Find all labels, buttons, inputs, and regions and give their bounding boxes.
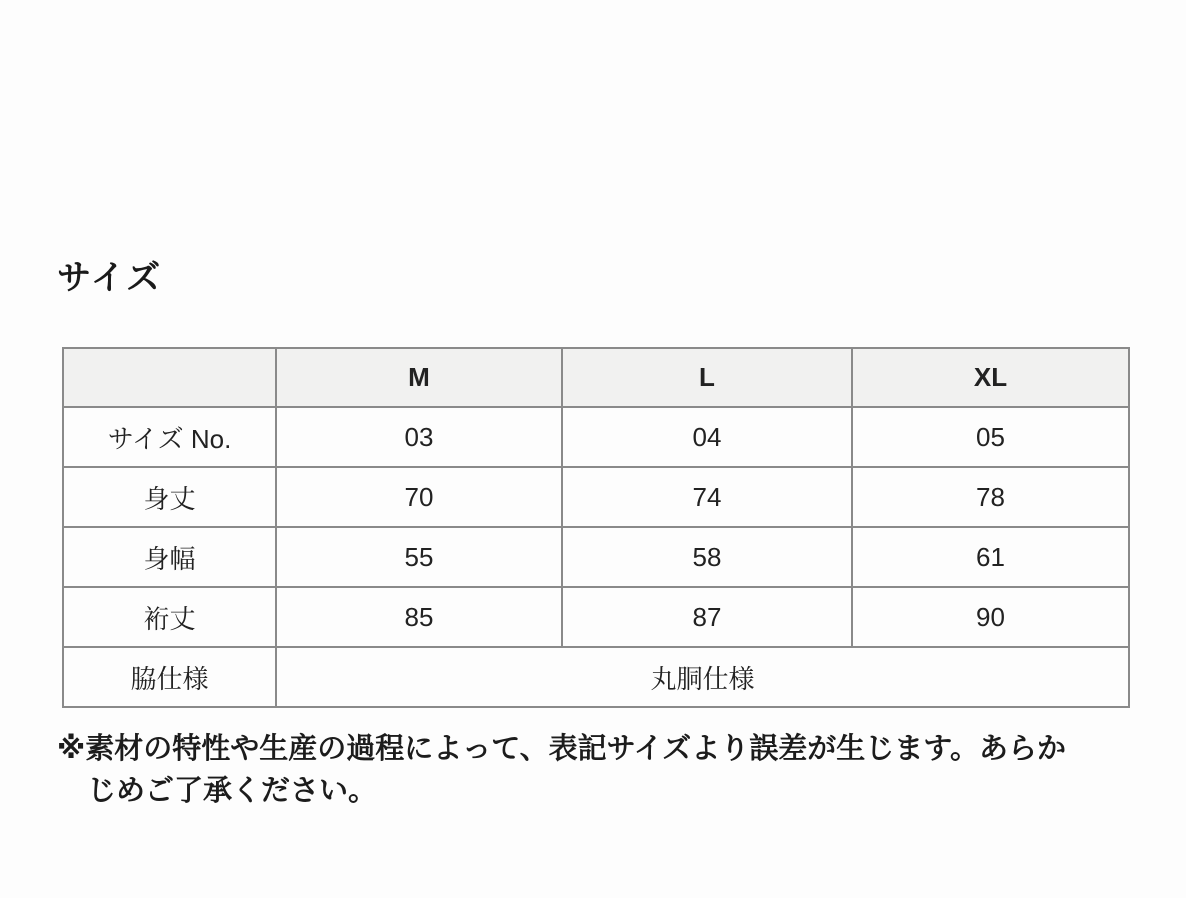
note-text-line1: 素材の特性や生産の過程によって、表記サイズより誤差が生じます。あらか xyxy=(85,733,1066,765)
cell-side-spec-merged: 丸胴仕様 xyxy=(276,647,1129,707)
cell-sleeve-length-xl: 90 xyxy=(852,587,1129,647)
row-label: 身幅 xyxy=(63,527,276,587)
table-row-size-no xyxy=(63,407,1129,467)
size-table-header-row xyxy=(63,348,1129,407)
corner-header-cell xyxy=(63,348,276,407)
cell-size-no-xl: 05 xyxy=(852,407,1129,467)
col-header-xl: XL xyxy=(852,348,1129,407)
cell-body-length-xl: 78 xyxy=(852,467,1129,527)
size-table xyxy=(62,347,1130,708)
cell-body-length-l: 74 xyxy=(562,467,852,527)
col-header-l: L xyxy=(562,348,852,407)
size-disclaimer-note xyxy=(57,728,1127,812)
table-row-body-length xyxy=(63,467,1129,527)
row-label: 脇仕様 xyxy=(63,647,276,707)
table-row-sleeve-length xyxy=(63,587,1129,647)
col-header-m: M xyxy=(276,348,562,407)
cell-sleeve-length-m: 85 xyxy=(276,587,562,647)
cell-body-width-l: 58 xyxy=(562,527,852,587)
note-marker: ※ xyxy=(57,733,86,765)
size-section-title: サイズ xyxy=(57,259,163,297)
cell-body-length-m: 70 xyxy=(276,467,562,527)
note-text-line2: じめご了承ください。 xyxy=(87,775,378,807)
row-label: サイズ No. xyxy=(63,407,276,467)
table-row-body-width xyxy=(63,527,1129,587)
row-label: 裄丈 xyxy=(63,587,276,647)
cell-body-width-xl: 61 xyxy=(852,527,1129,587)
table-row-side-spec xyxy=(63,647,1129,707)
row-label: 身丈 xyxy=(63,467,276,527)
cell-sleeve-length-l: 87 xyxy=(562,587,852,647)
cell-size-no-l: 04 xyxy=(562,407,852,467)
cell-body-width-m: 55 xyxy=(276,527,562,587)
cell-size-no-m: 03 xyxy=(276,407,562,467)
